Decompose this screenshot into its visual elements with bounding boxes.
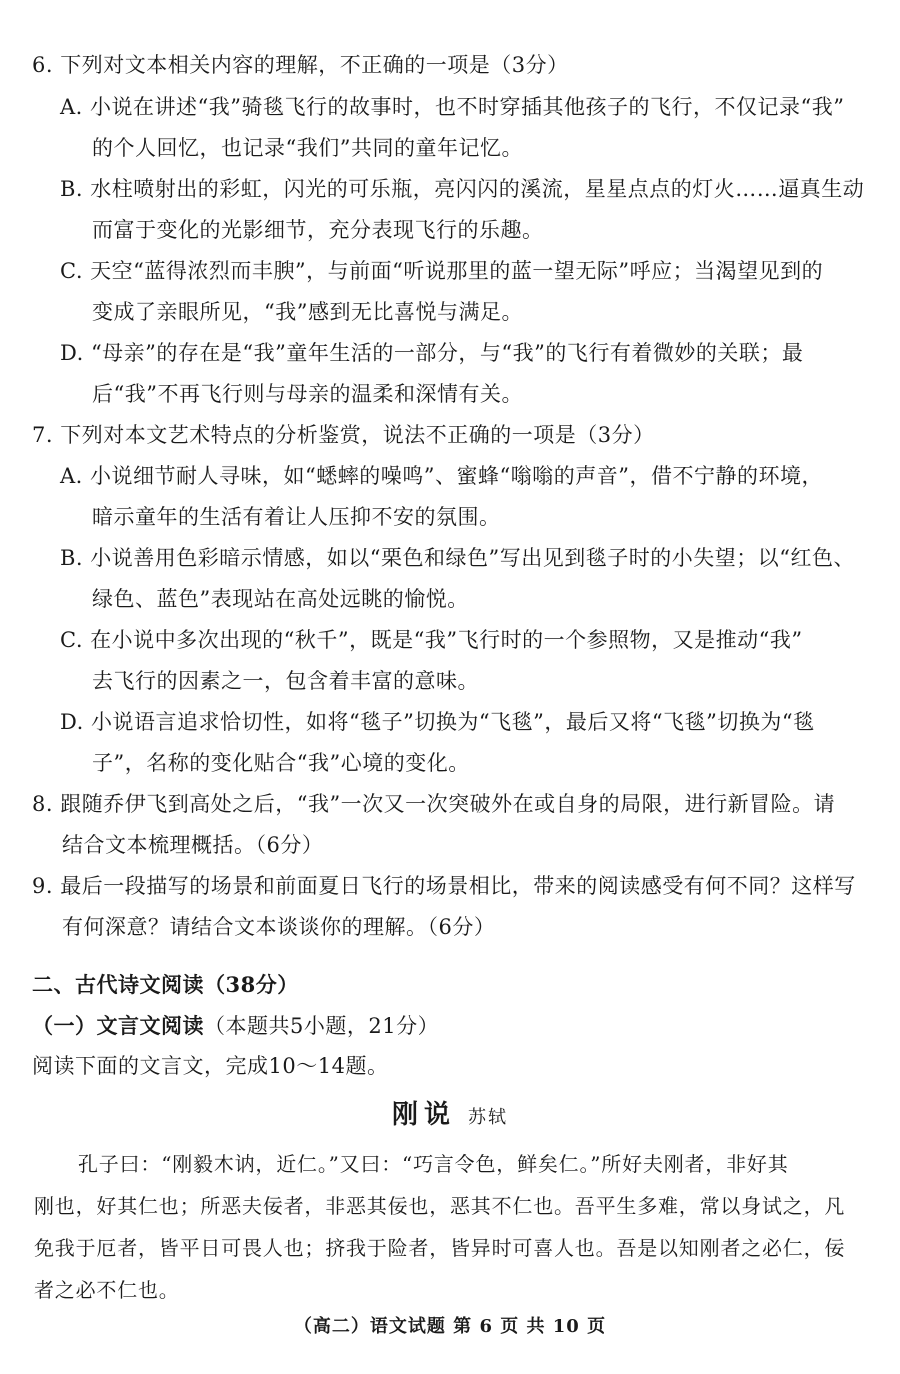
question-7-option-c-cont: 去飞行的因素之一，包含着丰富的意味。 bbox=[92, 669, 479, 693]
question-7-option-b-cont: 绿色、蓝色”表现站在高处远眺的愉悦。 bbox=[92, 587, 469, 611]
question-7-option-d-cont: 子”，名称的变化贴合“我”心境的变化。 bbox=[92, 751, 470, 775]
passage-title-row bbox=[0, 1094, 900, 1131]
question-6-option-b-cont: 而富于变化的光影细节，充分表现飞行的乐趣。 bbox=[92, 218, 544, 242]
question-8-stem: 8. 跟随乔伊飞到高处之后，“我”一次又一次突破外在或自身的局限，进行新冒险。请 bbox=[32, 792, 836, 816]
question-9-stem: 9. 最后一段描写的场景和前面夏日飞行的场景相比，带来的阅读感受有何不同？这样写 bbox=[32, 874, 856, 898]
question-7-option-a: A. 小说细节耐人寻味，如“蟋蟀的噪鸣”、蜜蜂“嗡嗡的声音”，借不宁静的环境， bbox=[60, 464, 823, 488]
question-7-option-a-cont: 暗示童年的生活有着让人压抑不安的氛围。 bbox=[92, 505, 501, 529]
passage-line-2: 刚也，好其仁也；所恶夫佞者，非恶其佞也，恶其不仁也。吾平生多难，常以身试之，凡 bbox=[34, 1194, 846, 1218]
question-6-option-a-cont: 的个人回忆，也记录“我们”共同的童年记忆。 bbox=[92, 136, 523, 160]
reading-instruction: 阅读下面的文言文，完成10～14题。 bbox=[32, 1054, 389, 1078]
question-6-option-d: D. “母亲”的存在是“我”童年生活的一部分，与“我”的飞行有着微妙的关联；最 bbox=[60, 341, 804, 365]
passage-line-1: 孔子曰：“刚毅木讷，近仁。”又曰：“巧言令色，鲜矣仁。”所好夫刚者，非好其 bbox=[78, 1152, 789, 1176]
question-9-stem-cont: 有何深意？请结合文本谈谈你的理解。（6分） bbox=[62, 915, 496, 939]
question-6-option-c-cont: 变成了亲眼所见，“我”感到无比喜悦与满足。 bbox=[92, 300, 523, 324]
question-7-option-d: D. 小说语言追求恰切性，如将“毯子”切换为“飞毯”，最后又将“飞毯”切换为“毯 bbox=[60, 710, 815, 734]
passage-author: 苏轼 bbox=[468, 1107, 508, 1128]
page-footer: （高二）语文试题 第 6 页 共 10 页 bbox=[293, 1316, 607, 1337]
question-6-option-b: B. 水柱喷射出的彩虹，闪光的可乐瓶，亮闪闪的溪流，星星点点的灯火……逼真生动 bbox=[60, 177, 865, 201]
question-7-option-b: B. 小说善用色彩暗示情感，如以“栗色和绿色”写出见到毯子时的小失望；以“红色、 bbox=[60, 546, 855, 570]
passage-line-4: 者之必不仁也。 bbox=[34, 1278, 180, 1302]
question-8-stem-cont: 结合文本梳理概括。（6分） bbox=[62, 833, 324, 857]
question-6-option-c: C. 天空“蓝得浓烈而丰腴”，与前面“听说那里的蓝一望无际”呼应；当渴望见到的 bbox=[60, 259, 824, 283]
passage-title: 刚说 bbox=[391, 1100, 456, 1130]
question-7-option-c: C. 在小说中多次出现的“秋千”，既是“我”飞行时的一个参照物，又是推动“我” bbox=[60, 628, 803, 652]
section-2-heading: 二、古代诗文阅读（38分） bbox=[32, 972, 299, 997]
question-7-stem: 7. 下列对本文艺术特点的分析鉴赏，说法不正确的一项是（3分） bbox=[32, 423, 655, 447]
passage-line-3: 免我于厄者，皆平日可畏人也；挤我于险者，皆异时可喜人也。吾是以知刚者之必仁，佞 bbox=[34, 1236, 846, 1260]
question-6-option-a: A. 小说在讲述“我”骑毯飞行的故事时，也不时穿插其他孩子的飞行，不仅记录“我” bbox=[60, 95, 845, 119]
subsection-heading-detail: （本题共5小题，21分） bbox=[204, 1014, 440, 1038]
question-6-option-d-cont: 后“我”不再飞行则与母亲的温柔和深情有关。 bbox=[92, 382, 523, 406]
subsection-heading bbox=[32, 1011, 439, 1041]
question-6-stem: 6. 下列对文本相关内容的理解，不正确的一项是（3分） bbox=[32, 53, 569, 77]
subsection-heading-title: （一）文言文阅读 bbox=[32, 1013, 204, 1038]
